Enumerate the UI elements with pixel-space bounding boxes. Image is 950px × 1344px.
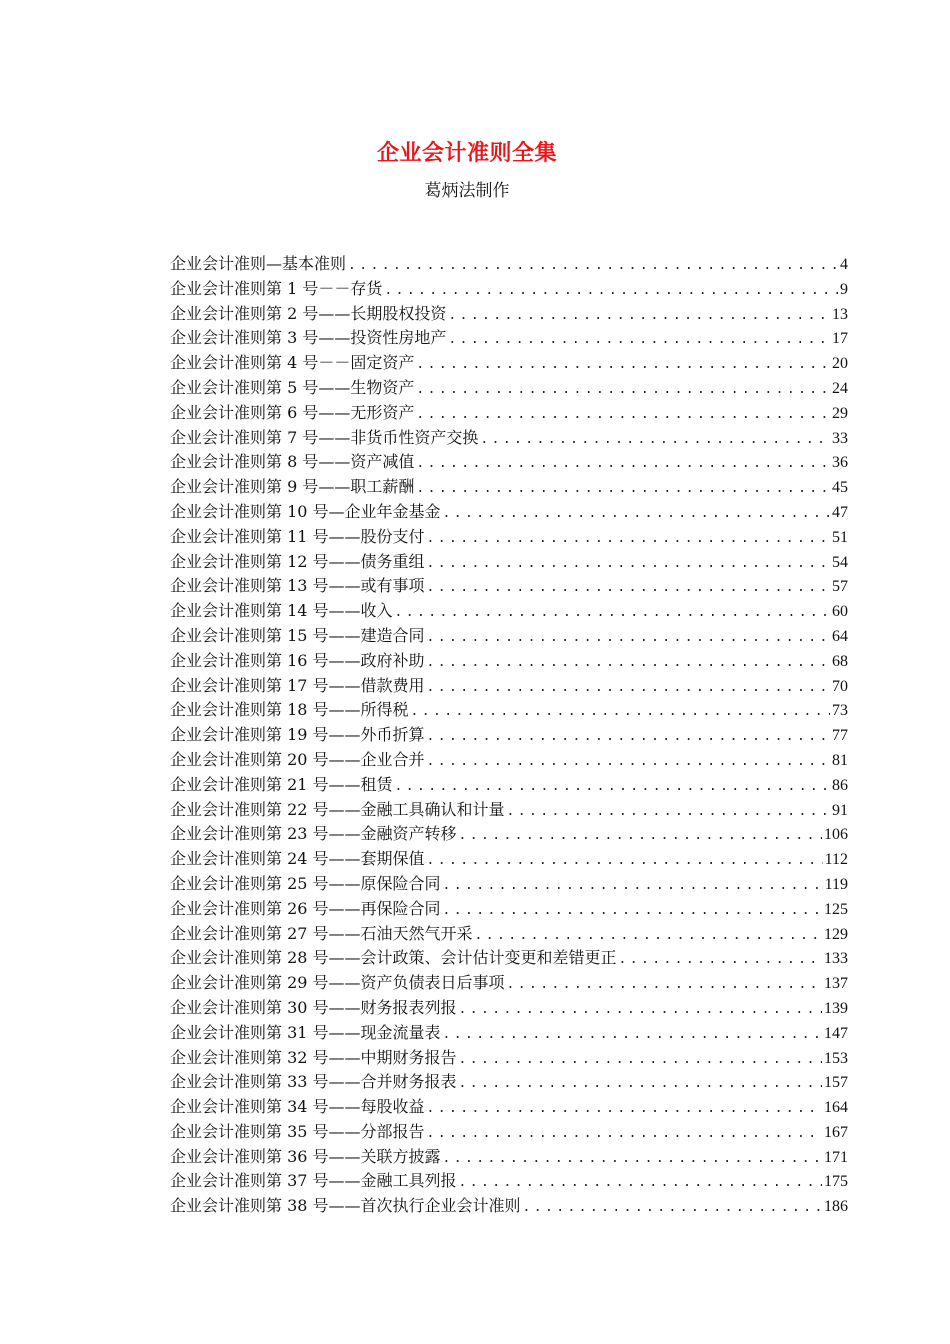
toc-entry-label: 企业会计准则第 27 号——石油天然气开采: [170, 923, 473, 943]
toc-dot-leader: [619, 948, 822, 973]
toc-dot-leader: [459, 824, 822, 849]
toc-dot-leader: [443, 502, 830, 527]
toc-entry-label: 企业会计准则第 37 号——金融工具列报: [170, 1171, 457, 1191]
toc-entry[interactable]: [170, 748, 848, 773]
toc-dot-leader: [384, 279, 838, 304]
toc-entry[interactable]: [170, 1120, 848, 1145]
toc-entry-page-number: 171: [824, 1148, 848, 1166]
toc-entry-label: 企业会计准则第 5 号——生物资产: [170, 377, 415, 397]
toc-entry-label: 企业会计准则第 8 号——资产减值: [170, 452, 415, 472]
toc-entry[interactable]: [170, 847, 848, 872]
toc-entry[interactable]: [170, 971, 848, 996]
toc-entry-label: 企业会计准则第 2 号——长期股权投资: [170, 303, 447, 323]
toc-dot-leader: [411, 700, 830, 725]
toc-dot-leader: [443, 1147, 822, 1172]
toc-entry[interactable]: [170, 302, 848, 327]
toc-entry-page-number: 20: [832, 355, 848, 373]
toc-entry[interactable]: [170, 550, 848, 575]
toc-entry-page-number: 29: [832, 404, 848, 422]
toc-dot-leader: [443, 874, 823, 899]
toc-entry-label: 企业会计准则第 36 号——关联方披露: [170, 1146, 441, 1166]
toc-dot-leader: [395, 775, 830, 800]
toc-entry-label: 企业会计准则第 21 号——租赁: [170, 774, 393, 794]
toc-entry-label: 企业会计准则第 17 号——借款费用: [170, 675, 425, 695]
toc-dot-leader: [416, 477, 830, 502]
toc-entry-label: 企业会计准则第 22 号——金融工具确认和计量: [170, 799, 505, 819]
toc-dot-leader: [459, 1171, 822, 1196]
toc-entry-label: 企业会计准则—基本准则: [170, 254, 347, 273]
toc-entry-label: 企业会计准则第 10 号—企业年金基金: [170, 501, 441, 521]
toc-entry-page-number: 106: [824, 826, 848, 844]
toc-entry-page-number: 4: [840, 256, 848, 273]
toc-dot-leader: [416, 403, 830, 428]
toc-entry[interactable]: [170, 500, 848, 525]
toc-entry-label: 企业会计准则第 14 号——收入: [170, 601, 393, 621]
toc-entry-label: 企业会计准则第 35 号——分部报告: [170, 1121, 425, 1141]
toc-entry[interactable]: [170, 946, 848, 971]
toc-dot-leader: [448, 304, 830, 329]
toc-entry[interactable]: [170, 624, 848, 649]
toc-entry[interactable]: [170, 773, 848, 798]
toc-entry-page-number: 112: [824, 851, 848, 869]
toc-entry-label: 企业会计准则第 3 号——投资性房地产: [170, 328, 447, 348]
toc-entry-label: 企业会计准则第 34 号——每股收益: [170, 1097, 425, 1117]
toc-entry-label: 企业会计准则第 28 号——会计政策、会计估计变更和差错更正: [170, 948, 617, 968]
toc-dot-leader: [427, 1097, 822, 1122]
toc-entry-label: 企业会计准则第 38 号——首次执行企业会计准则: [170, 1196, 521, 1216]
toc-dot-leader: [443, 899, 822, 924]
toc-entry-label: 企业会计准则第 26 号——再保险合同: [170, 898, 441, 918]
toc-entry[interactable]: [170, 1095, 848, 1120]
toc-dot-leader: [475, 924, 822, 949]
toc-entry-page-number: 157: [824, 1074, 848, 1092]
toc-entry-page-number: 91: [832, 801, 848, 819]
toc-entry-page-number: 70: [832, 677, 848, 695]
toc-entry-page-number: 33: [832, 429, 848, 447]
toc-entry[interactable]: [170, 252, 848, 277]
toc-entry-page-number: 9: [840, 280, 848, 298]
toc-dot-leader: [427, 527, 830, 552]
toc-entry[interactable]: [170, 277, 848, 302]
toc-entry-page-number: 68: [832, 652, 848, 670]
toc-entry-page-number: 24: [832, 379, 848, 397]
toc-dot-leader: [416, 353, 830, 378]
toc-entry-label: 企业会计准则第 29 号——资产负债表日后事项: [170, 973, 505, 993]
toc-entry-page-number: 64: [832, 627, 848, 645]
toc-entry-page-number: 60: [832, 603, 848, 621]
toc-entry-page-number: 125: [824, 900, 848, 918]
toc-entry-page-number: 175: [824, 1173, 848, 1191]
toc-entry-label: 企业会计准则第 6 号——无形资产: [170, 402, 415, 422]
toc-dot-leader: [459, 1072, 822, 1097]
toc-entry[interactable]: [170, 326, 848, 351]
toc-entry[interactable]: [170, 351, 848, 376]
toc-entry[interactable]: [170, 525, 848, 550]
toc-entry-page-number: 129: [824, 925, 848, 943]
toc-entry[interactable]: [170, 1145, 848, 1170]
toc-entry[interactable]: [170, 1169, 848, 1194]
toc-entry-label: 企业会计准则第 12 号——债务重组: [170, 551, 425, 571]
toc-entry-page-number: 164: [824, 1099, 848, 1117]
toc-entry[interactable]: [170, 376, 848, 401]
toc-entry-label: 企业会计准则第 25 号——原保险合同: [170, 873, 441, 893]
toc-entry-page-number: 186: [824, 1198, 848, 1216]
toc-dot-leader: [427, 651, 830, 676]
toc-entry[interactable]: [170, 723, 848, 748]
toc-entry-page-number: 36: [832, 454, 848, 472]
table-of-contents: [170, 252, 848, 1219]
toc-entry-page-number: 137: [824, 975, 848, 993]
toc-dot-leader: [480, 428, 830, 453]
toc-entry-label: 企业会计准则第 18 号——所得税: [170, 700, 409, 720]
toc-entry-label: 企业会计准则第 13 号——或有事项: [170, 576, 425, 596]
toc-entry-page-number: 133: [824, 950, 848, 968]
toc-entry-label: 企业会计准则第 7 号——非货币性资产交换: [170, 427, 479, 447]
toc-entry-page-number: 45: [832, 479, 848, 497]
toc-entry[interactable]: [170, 996, 848, 1021]
toc-entry-page-number: 51: [832, 528, 848, 546]
toc-entry-label: 企业会计准则第 24 号——套期保值: [170, 849, 425, 869]
toc-entry-label: 企业会计准则第 16 号——政府补助: [170, 650, 425, 670]
toc-entry[interactable]: [170, 401, 848, 426]
toc-dot-leader: [507, 973, 822, 998]
toc-entry-page-number: 17: [832, 330, 848, 348]
toc-entry[interactable]: [170, 1046, 848, 1071]
toc-dot-leader: [427, 725, 830, 750]
toc-entry[interactable]: [170, 798, 848, 823]
toc-dot-leader: [427, 849, 823, 874]
toc-entry[interactable]: [170, 599, 848, 624]
toc-entry[interactable]: [170, 897, 848, 922]
toc-entry-page-number: 139: [824, 999, 848, 1017]
toc-entry[interactable]: [170, 872, 848, 897]
toc-dot-leader: [459, 998, 822, 1023]
toc-entry-page-number: 167: [824, 1123, 848, 1141]
toc-entry-page-number: 81: [832, 751, 848, 769]
toc-entry-page-number: 13: [832, 305, 848, 323]
toc-entry[interactable]: [170, 450, 848, 475]
toc-entry[interactable]: [170, 426, 848, 451]
toc-entry-label: 企业会计准则第 30 号——财务报表列报: [170, 997, 457, 1017]
toc-entry[interactable]: [170, 1070, 848, 1095]
toc-entry[interactable]: [170, 475, 848, 500]
toc-entry-label: 企业会计准则第 33 号——合并财务报表: [170, 1072, 457, 1092]
toc-dot-leader: [427, 552, 830, 577]
toc-dot-leader: [443, 1023, 822, 1048]
toc-entry[interactable]: [170, 1021, 848, 1046]
document-author: 葛炳法制作: [424, 181, 510, 201]
toc-dot-leader: [416, 378, 830, 403]
toc-entry-label: 企业会计准则第 20 号——企业合并: [170, 749, 425, 769]
toc-entry[interactable]: [170, 822, 848, 847]
toc-entry-page-number: 77: [832, 727, 848, 745]
toc-dot-leader: [427, 750, 830, 775]
toc-entry-label: 企业会计准则第 1 号－－存货: [170, 278, 383, 298]
toc-dot-leader: [427, 626, 830, 651]
toc-entry-page-number: 153: [824, 1049, 848, 1067]
toc-dot-leader: [523, 1196, 822, 1221]
toc-entry-page-number: 86: [832, 776, 848, 794]
toc-dot-leader: [416, 452, 830, 477]
toc-dot-leader: [459, 1048, 822, 1073]
toc-entry-page-number: 73: [832, 702, 848, 720]
toc-dot-leader: [427, 576, 830, 601]
toc-entry-label: 企业会计准则第 11 号——股份支付: [170, 526, 425, 546]
toc-dot-leader: [427, 1122, 822, 1147]
toc-entry-label: 企业会计准则第 23 号——金融资产转移: [170, 824, 457, 844]
toc-entry[interactable]: [170, 698, 848, 723]
toc-dot-leader: [348, 254, 838, 279]
toc-dot-leader: [427, 676, 830, 701]
toc-entry-label: 企业会计准则第 31 号——现金流量表: [170, 1022, 441, 1042]
toc-entry-page-number: 54: [832, 553, 848, 571]
document-title: 企业会计准则全集: [376, 140, 557, 166]
toc-entry-label: 企业会计准则第 9 号——职工薪酬: [170, 477, 415, 497]
toc-entry-label: 企业会计准则第 15 号——建造合同: [170, 625, 425, 645]
toc-entry[interactable]: [170, 674, 848, 699]
toc-entry-page-number: 147: [824, 1024, 848, 1042]
toc-entry[interactable]: [170, 1194, 848, 1219]
toc-entry[interactable]: [170, 574, 848, 599]
toc-entry-label: 企业会计准则第 19 号——外币折算: [170, 725, 425, 745]
toc-entry-label: 企业会计准则第 32 号——中期财务报告: [170, 1047, 457, 1067]
toc-entry[interactable]: [170, 922, 848, 947]
toc-entry-page-number: 57: [832, 578, 848, 596]
toc-entry-page-number: 119: [824, 875, 848, 893]
toc-entry[interactable]: [170, 649, 848, 674]
toc-dot-leader: [395, 601, 830, 626]
toc-entry-page-number: 47: [832, 503, 848, 521]
toc-dot-leader: [448, 328, 830, 353]
toc-dot-leader: [507, 800, 830, 825]
toc-entry-label: 企业会计准则第 4 号－－固定资产: [170, 353, 415, 373]
